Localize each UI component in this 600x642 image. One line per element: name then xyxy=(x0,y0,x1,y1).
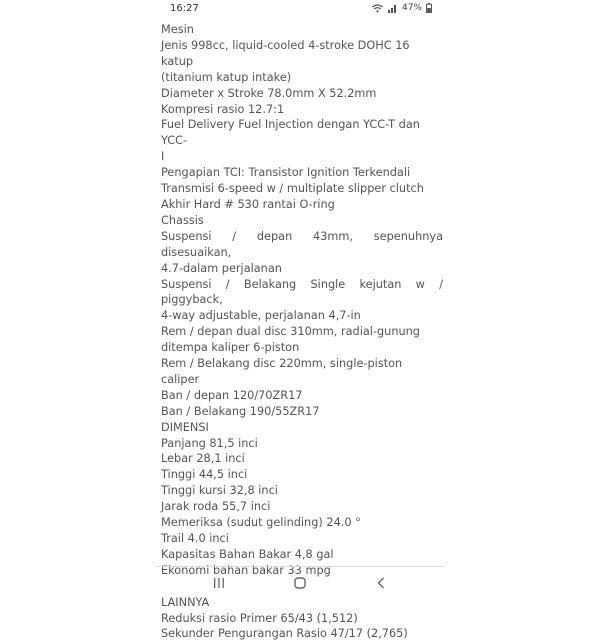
spec-line: Pengapian TCI: Transistor Ignition Terkendali xyxy=(161,166,411,180)
battery-icon xyxy=(426,3,432,13)
spec-line: LAINNYA xyxy=(161,595,210,609)
recent-apps-icon xyxy=(213,578,225,588)
spec-line: Ban / Belakang 190/55ZR17 xyxy=(161,404,320,418)
phone-screen xyxy=(154,0,447,641)
spec-line: Lebar 28,1 inci xyxy=(161,452,245,466)
spec-line: Tinggi 44,5 inci xyxy=(161,468,248,482)
lte-signal-icon xyxy=(387,4,398,13)
recent-apps-button[interactable] xyxy=(204,573,234,593)
status-icons xyxy=(372,3,432,13)
spec-line: Transmisi 6-speed w / multiplate slipper clutch xyxy=(161,182,424,196)
spec-line: 4-way adjustable, perjalanan 4,7-in xyxy=(161,309,361,323)
spec-line: Akhir Hard # 530 rantai O-ring xyxy=(161,197,335,211)
status-bar xyxy=(154,0,446,22)
spec-text-content xyxy=(161,22,447,641)
wifi-icon xyxy=(372,4,383,13)
spec-line: Mesin xyxy=(161,23,194,36)
navigation-bar xyxy=(154,566,446,601)
spec-line: DIMENSI xyxy=(161,420,209,434)
battery-percent: 47% xyxy=(401,3,422,13)
spec-line: I xyxy=(161,150,165,164)
spec-line: Memeriksa (sudut gelinding) 24.0 ° xyxy=(161,516,361,530)
spec-line: (titanium katup intake) xyxy=(161,70,292,84)
spec-line: Sekunder Pengurangan Rasio 47/17 (2,765) xyxy=(161,627,408,641)
back-button[interactable] xyxy=(366,573,396,593)
spec-line: Kapasitas Bahan Bakar 4,8 gal xyxy=(161,547,334,561)
spec-line: Rem / Belakang disc 220mm, single-piston caliper xyxy=(161,357,406,386)
spec-line: Suspensi / depan 43mm, sepenuhnya disesuaikan, xyxy=(161,229,447,259)
spec-line: Rem / depan dual disc 310mm, radial-gunung xyxy=(161,325,420,339)
spec-line: Jarak roda 55,7 inci xyxy=(161,500,271,514)
spec-line: Suspensi / Belakang Single kejutan w / piggyback, xyxy=(161,277,447,307)
spec-line: Panjang 81,5 inci xyxy=(161,436,258,450)
spec-line: Reduksi rasio Primer 65/43 (1,512) xyxy=(161,611,358,625)
spec-line: Trail 4.0 inci xyxy=(161,532,229,545)
home-icon xyxy=(294,577,306,589)
home-button[interactable] xyxy=(285,573,315,593)
spec-line: Kompresi rasio 12.7:1 xyxy=(161,102,285,116)
status-time: 16:27 xyxy=(170,3,199,14)
spec-line: 4.7-dalam perjalanan xyxy=(161,261,282,275)
spec-line: ditempa kaliper 6-piston xyxy=(161,341,300,355)
spec-line: Ban / depan 120/70ZR17 xyxy=(161,388,303,402)
back-icon xyxy=(377,577,385,589)
spec-line: Diameter x Stroke 78.0mm X 52.2mm xyxy=(161,86,377,100)
spec-line: Fuel Delivery Fuel Injection dengan YCC-T dan YCC- xyxy=(161,118,424,148)
spec-line: Jenis 998cc, liquid-cooled 4-stroke DOHC 16 katup xyxy=(161,38,414,68)
spec-line: Ekonomi bahan bakar 33 mpg xyxy=(161,563,331,577)
spec-line: Chassis xyxy=(161,213,204,227)
spec-line: Tinggi kursi 32,8 inci xyxy=(161,484,278,498)
